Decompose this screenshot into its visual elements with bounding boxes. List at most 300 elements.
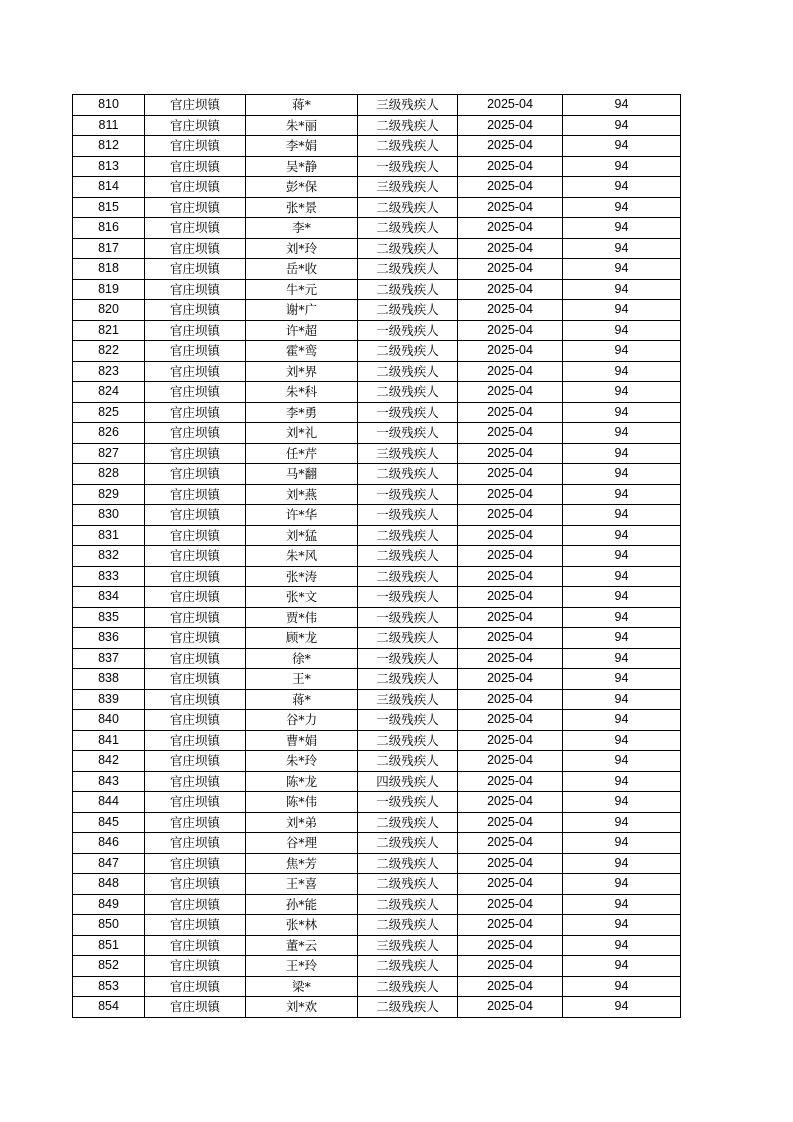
period-cell: 2025-04	[458, 382, 563, 403]
table-row	[73, 238, 681, 259]
amount-cell: 94	[563, 423, 681, 444]
amount-cell: 94	[563, 710, 681, 731]
row-number-cell: 816	[73, 218, 145, 239]
period-cell: 2025-04	[458, 505, 563, 526]
disability-level-cell: 三级残疾人	[358, 689, 458, 710]
period-cell: 2025-04	[458, 915, 563, 936]
township-cell: 官庄坝镇	[145, 443, 246, 464]
township-cell: 官庄坝镇	[145, 607, 246, 628]
table-row	[73, 710, 681, 731]
amount-cell: 94	[563, 607, 681, 628]
amount-cell: 94	[563, 218, 681, 239]
amount-cell: 94	[563, 792, 681, 813]
row-number-cell: 839	[73, 689, 145, 710]
table-row	[73, 894, 681, 915]
period-cell: 2025-04	[458, 464, 563, 485]
amount-cell: 94	[563, 648, 681, 669]
table-row	[73, 915, 681, 936]
disability-level-cell: 二级残疾人	[358, 361, 458, 382]
row-number-cell: 822	[73, 341, 145, 362]
disability-level-cell: 一级残疾人	[358, 423, 458, 444]
name-cell: 张*文	[246, 587, 358, 608]
disability-level-cell: 一级残疾人	[358, 607, 458, 628]
disability-level-cell: 一级残疾人	[358, 648, 458, 669]
amount-cell: 94	[563, 505, 681, 526]
amount-cell: 94	[563, 402, 681, 423]
table-row	[73, 443, 681, 464]
name-cell: 许*华	[246, 505, 358, 526]
period-cell: 2025-04	[458, 689, 563, 710]
period-cell: 2025-04	[458, 218, 563, 239]
disability-level-cell: 二级残疾人	[358, 894, 458, 915]
period-cell: 2025-04	[458, 976, 563, 997]
name-cell: 蒋*	[246, 689, 358, 710]
subsidy-roster-table	[72, 94, 681, 1018]
township-cell: 官庄坝镇	[145, 218, 246, 239]
amount-cell: 94	[563, 443, 681, 464]
row-number-cell: 811	[73, 115, 145, 136]
table-row	[73, 484, 681, 505]
period-cell: 2025-04	[458, 341, 563, 362]
disability-level-cell: 二级残疾人	[358, 259, 458, 280]
amount-cell: 94	[563, 238, 681, 259]
period-cell: 2025-04	[458, 997, 563, 1018]
row-number-cell: 827	[73, 443, 145, 464]
period-cell: 2025-04	[458, 300, 563, 321]
township-cell: 官庄坝镇	[145, 279, 246, 300]
period-cell: 2025-04	[458, 361, 563, 382]
row-number-cell: 810	[73, 95, 145, 116]
table-row	[73, 505, 681, 526]
amount-cell: 94	[563, 874, 681, 895]
name-cell: 陈*龙	[246, 771, 358, 792]
name-cell: 刘*礼	[246, 423, 358, 444]
row-number-cell: 831	[73, 525, 145, 546]
table-row	[73, 874, 681, 895]
amount-cell: 94	[563, 997, 681, 1018]
row-number-cell: 850	[73, 915, 145, 936]
disability-level-cell: 二级残疾人	[358, 997, 458, 1018]
township-cell: 官庄坝镇	[145, 751, 246, 772]
township-cell: 官庄坝镇	[145, 710, 246, 731]
township-cell: 官庄坝镇	[145, 792, 246, 813]
disability-level-cell: 二级残疾人	[358, 566, 458, 587]
table-row	[73, 218, 681, 239]
name-cell: 刘*燕	[246, 484, 358, 505]
period-cell: 2025-04	[458, 607, 563, 628]
name-cell: 焦*芳	[246, 853, 358, 874]
row-number-cell: 842	[73, 751, 145, 772]
name-cell: 徐*	[246, 648, 358, 669]
township-cell: 官庄坝镇	[145, 874, 246, 895]
name-cell: 朱*风	[246, 546, 358, 567]
row-number-cell: 841	[73, 730, 145, 751]
township-cell: 官庄坝镇	[145, 976, 246, 997]
table-row	[73, 771, 681, 792]
period-cell: 2025-04	[458, 956, 563, 977]
table-row	[73, 136, 681, 157]
name-cell: 许*超	[246, 320, 358, 341]
township-cell: 官庄坝镇	[145, 423, 246, 444]
amount-cell: 94	[563, 730, 681, 751]
amount-cell: 94	[563, 197, 681, 218]
disability-level-cell: 三级残疾人	[358, 935, 458, 956]
row-number-cell: 835	[73, 607, 145, 628]
name-cell: 张*景	[246, 197, 358, 218]
township-cell: 官庄坝镇	[145, 95, 246, 116]
table-row	[73, 935, 681, 956]
amount-cell: 94	[563, 669, 681, 690]
table-row	[73, 341, 681, 362]
amount-cell: 94	[563, 751, 681, 772]
period-cell: 2025-04	[458, 177, 563, 198]
amount-cell: 94	[563, 894, 681, 915]
period-cell: 2025-04	[458, 812, 563, 833]
name-cell: 谷*力	[246, 710, 358, 731]
period-cell: 2025-04	[458, 833, 563, 854]
row-number-cell: 845	[73, 812, 145, 833]
amount-cell: 94	[563, 361, 681, 382]
name-cell: 蒋*	[246, 95, 358, 116]
period-cell: 2025-04	[458, 853, 563, 874]
name-cell: 曹*娟	[246, 730, 358, 751]
table-row	[73, 956, 681, 977]
period-cell: 2025-04	[458, 279, 563, 300]
name-cell: 刘*弟	[246, 812, 358, 833]
name-cell: 王*	[246, 669, 358, 690]
period-cell: 2025-04	[458, 546, 563, 567]
amount-cell: 94	[563, 320, 681, 341]
row-number-cell: 848	[73, 874, 145, 895]
period-cell: 2025-04	[458, 894, 563, 915]
disability-level-cell: 二级残疾人	[358, 341, 458, 362]
row-number-cell: 849	[73, 894, 145, 915]
table-row	[73, 197, 681, 218]
name-cell: 彭*保	[246, 177, 358, 198]
disability-level-cell: 二级残疾人	[358, 812, 458, 833]
disability-level-cell: 二级残疾人	[358, 628, 458, 649]
name-cell: 刘*界	[246, 361, 358, 382]
period-cell: 2025-04	[458, 935, 563, 956]
name-cell: 马*翻	[246, 464, 358, 485]
amount-cell: 94	[563, 587, 681, 608]
name-cell: 霍*鸾	[246, 341, 358, 362]
name-cell: 刘*玲	[246, 238, 358, 259]
period-cell: 2025-04	[458, 238, 563, 259]
period-cell: 2025-04	[458, 95, 563, 116]
amount-cell: 94	[563, 95, 681, 116]
amount-cell: 94	[563, 833, 681, 854]
table-row	[73, 976, 681, 997]
name-cell: 朱*科	[246, 382, 358, 403]
row-number-cell: 834	[73, 587, 145, 608]
amount-cell: 94	[563, 177, 681, 198]
township-cell: 官庄坝镇	[145, 525, 246, 546]
table-row	[73, 423, 681, 444]
disability-level-cell: 三级残疾人	[358, 443, 458, 464]
disability-level-cell: 二级残疾人	[358, 279, 458, 300]
name-cell: 任*芹	[246, 443, 358, 464]
township-cell: 官庄坝镇	[145, 997, 246, 1018]
disability-level-cell: 二级残疾人	[358, 238, 458, 259]
disability-level-cell: 一级残疾人	[358, 402, 458, 423]
township-cell: 官庄坝镇	[145, 566, 246, 587]
name-cell: 刘*猛	[246, 525, 358, 546]
amount-cell: 94	[563, 915, 681, 936]
amount-cell: 94	[563, 566, 681, 587]
table-row	[73, 853, 681, 874]
disability-level-cell: 二级残疾人	[358, 915, 458, 936]
table-row	[73, 259, 681, 280]
amount-cell: 94	[563, 484, 681, 505]
name-cell: 陈*伟	[246, 792, 358, 813]
amount-cell: 94	[563, 525, 681, 546]
row-number-cell: 823	[73, 361, 145, 382]
amount-cell: 94	[563, 935, 681, 956]
township-cell: 官庄坝镇	[145, 894, 246, 915]
row-number-cell: 840	[73, 710, 145, 731]
period-cell: 2025-04	[458, 259, 563, 280]
table-row	[73, 628, 681, 649]
amount-cell: 94	[563, 812, 681, 833]
row-number-cell: 814	[73, 177, 145, 198]
table-row	[73, 156, 681, 177]
disability-level-cell: 三级残疾人	[358, 177, 458, 198]
amount-cell: 94	[563, 771, 681, 792]
row-number-cell: 833	[73, 566, 145, 587]
name-cell: 张*林	[246, 915, 358, 936]
table-row	[73, 648, 681, 669]
row-number-cell: 846	[73, 833, 145, 854]
name-cell: 吴*静	[246, 156, 358, 177]
disability-level-cell: 一级残疾人	[358, 792, 458, 813]
roster-body	[73, 95, 681, 1018]
amount-cell: 94	[563, 546, 681, 567]
table-row	[73, 95, 681, 116]
township-cell: 官庄坝镇	[145, 259, 246, 280]
period-cell: 2025-04	[458, 730, 563, 751]
table-row	[73, 669, 681, 690]
table-row	[73, 320, 681, 341]
amount-cell: 94	[563, 341, 681, 362]
name-cell: 朱*玲	[246, 751, 358, 772]
name-cell: 朱*丽	[246, 115, 358, 136]
disability-level-cell: 二级残疾人	[358, 464, 458, 485]
disability-level-cell: 一级残疾人	[358, 484, 458, 505]
township-cell: 官庄坝镇	[145, 505, 246, 526]
amount-cell: 94	[563, 382, 681, 403]
disability-level-cell: 一级残疾人	[358, 156, 458, 177]
row-number-cell: 825	[73, 402, 145, 423]
name-cell: 张*涛	[246, 566, 358, 587]
disability-level-cell: 二级残疾人	[358, 751, 458, 772]
row-number-cell: 820	[73, 300, 145, 321]
table-row	[73, 812, 681, 833]
township-cell: 官庄坝镇	[145, 956, 246, 977]
table-row	[73, 361, 681, 382]
disability-level-cell: 二级残疾人	[358, 853, 458, 874]
row-number-cell: 854	[73, 997, 145, 1018]
name-cell: 孙*能	[246, 894, 358, 915]
row-number-cell: 830	[73, 505, 145, 526]
row-number-cell: 851	[73, 935, 145, 956]
disability-level-cell: 二级残疾人	[358, 136, 458, 157]
township-cell: 官庄坝镇	[145, 628, 246, 649]
township-cell: 官庄坝镇	[145, 669, 246, 690]
table-row	[73, 997, 681, 1018]
table-row	[73, 833, 681, 854]
name-cell: 梁*	[246, 976, 358, 997]
period-cell: 2025-04	[458, 648, 563, 669]
disability-level-cell: 二级残疾人	[358, 956, 458, 977]
name-cell: 王*喜	[246, 874, 358, 895]
disability-level-cell: 一级残疾人	[358, 710, 458, 731]
period-cell: 2025-04	[458, 587, 563, 608]
township-cell: 官庄坝镇	[145, 136, 246, 157]
amount-cell: 94	[563, 279, 681, 300]
disability-level-cell: 二级残疾人	[358, 197, 458, 218]
township-cell: 官庄坝镇	[145, 915, 246, 936]
name-cell: 李*	[246, 218, 358, 239]
period-cell: 2025-04	[458, 402, 563, 423]
disability-level-cell: 一级残疾人	[358, 587, 458, 608]
township-cell: 官庄坝镇	[145, 648, 246, 669]
period-cell: 2025-04	[458, 484, 563, 505]
disability-level-cell: 二级残疾人	[358, 115, 458, 136]
name-cell: 李*勇	[246, 402, 358, 423]
period-cell: 2025-04	[458, 115, 563, 136]
amount-cell: 94	[563, 115, 681, 136]
disability-level-cell: 一级残疾人	[358, 505, 458, 526]
row-number-cell: 821	[73, 320, 145, 341]
row-number-cell: 819	[73, 279, 145, 300]
table-row	[73, 689, 681, 710]
township-cell: 官庄坝镇	[145, 115, 246, 136]
row-number-cell: 836	[73, 628, 145, 649]
period-cell: 2025-04	[458, 156, 563, 177]
disability-level-cell: 二级残疾人	[358, 976, 458, 997]
row-number-cell: 826	[73, 423, 145, 444]
township-cell: 官庄坝镇	[145, 484, 246, 505]
name-cell: 李*娟	[246, 136, 358, 157]
disability-level-cell: 二级残疾人	[358, 382, 458, 403]
period-cell: 2025-04	[458, 525, 563, 546]
period-cell: 2025-04	[458, 669, 563, 690]
period-cell: 2025-04	[458, 197, 563, 218]
amount-cell: 94	[563, 136, 681, 157]
township-cell: 官庄坝镇	[145, 402, 246, 423]
township-cell: 官庄坝镇	[145, 320, 246, 341]
township-cell: 官庄坝镇	[145, 361, 246, 382]
row-number-cell: 818	[73, 259, 145, 280]
township-cell: 官庄坝镇	[145, 730, 246, 751]
table-row	[73, 300, 681, 321]
name-cell: 刘*欢	[246, 997, 358, 1018]
table-row	[73, 279, 681, 300]
table-row	[73, 792, 681, 813]
name-cell: 王*玲	[246, 956, 358, 977]
row-number-cell: 843	[73, 771, 145, 792]
table-row	[73, 546, 681, 567]
row-number-cell: 815	[73, 197, 145, 218]
period-cell: 2025-04	[458, 443, 563, 464]
disability-level-cell: 二级残疾人	[358, 218, 458, 239]
township-cell: 官庄坝镇	[145, 300, 246, 321]
period-cell: 2025-04	[458, 874, 563, 895]
amount-cell: 94	[563, 464, 681, 485]
row-number-cell: 817	[73, 238, 145, 259]
township-cell: 官庄坝镇	[145, 812, 246, 833]
period-cell: 2025-04	[458, 792, 563, 813]
table-row	[73, 115, 681, 136]
period-cell: 2025-04	[458, 710, 563, 731]
disability-level-cell: 二级残疾人	[358, 525, 458, 546]
amount-cell: 94	[563, 689, 681, 710]
disability-level-cell: 二级残疾人	[358, 730, 458, 751]
township-cell: 官庄坝镇	[145, 771, 246, 792]
amount-cell: 94	[563, 156, 681, 177]
disability-level-cell: 二级残疾人	[358, 546, 458, 567]
row-number-cell: 832	[73, 546, 145, 567]
township-cell: 官庄坝镇	[145, 177, 246, 198]
row-number-cell: 812	[73, 136, 145, 157]
table-row	[73, 730, 681, 751]
period-cell: 2025-04	[458, 751, 563, 772]
amount-cell: 94	[563, 956, 681, 977]
disability-level-cell: 二级残疾人	[358, 874, 458, 895]
table-row	[73, 607, 681, 628]
table-row	[73, 177, 681, 198]
name-cell: 谷*理	[246, 833, 358, 854]
name-cell: 牛*元	[246, 279, 358, 300]
township-cell: 官庄坝镇	[145, 935, 246, 956]
period-cell: 2025-04	[458, 320, 563, 341]
row-number-cell: 813	[73, 156, 145, 177]
row-number-cell: 837	[73, 648, 145, 669]
township-cell: 官庄坝镇	[145, 587, 246, 608]
disability-level-cell: 三级残疾人	[358, 95, 458, 116]
township-cell: 官庄坝镇	[145, 833, 246, 854]
period-cell: 2025-04	[458, 423, 563, 444]
disability-level-cell: 二级残疾人	[358, 669, 458, 690]
disability-level-cell: 一级残疾人	[358, 320, 458, 341]
township-cell: 官庄坝镇	[145, 464, 246, 485]
period-cell: 2025-04	[458, 136, 563, 157]
name-cell: 谢*广	[246, 300, 358, 321]
township-cell: 官庄坝镇	[145, 156, 246, 177]
period-cell: 2025-04	[458, 771, 563, 792]
table-row	[73, 525, 681, 546]
amount-cell: 94	[563, 300, 681, 321]
township-cell: 官庄坝镇	[145, 341, 246, 362]
row-number-cell: 828	[73, 464, 145, 485]
name-cell: 贾*伟	[246, 607, 358, 628]
name-cell: 顾*龙	[246, 628, 358, 649]
township-cell: 官庄坝镇	[145, 382, 246, 403]
name-cell: 岳*收	[246, 259, 358, 280]
row-number-cell: 852	[73, 956, 145, 977]
township-cell: 官庄坝镇	[145, 853, 246, 874]
township-cell: 官庄坝镇	[145, 546, 246, 567]
amount-cell: 94	[563, 628, 681, 649]
row-number-cell: 829	[73, 484, 145, 505]
table-row	[73, 566, 681, 587]
township-cell: 官庄坝镇	[145, 238, 246, 259]
table-row	[73, 402, 681, 423]
row-number-cell: 853	[73, 976, 145, 997]
row-number-cell: 847	[73, 853, 145, 874]
township-cell: 官庄坝镇	[145, 197, 246, 218]
